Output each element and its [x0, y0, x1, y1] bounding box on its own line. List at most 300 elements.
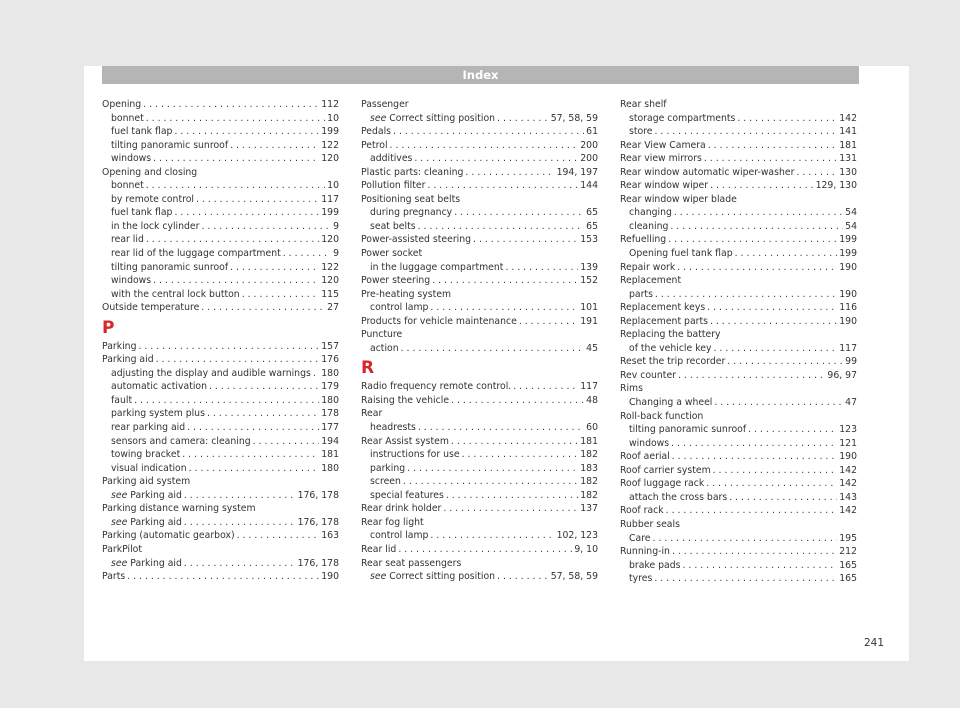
entry-text: visual indication [111, 462, 187, 474]
index-column-1 [102, 98, 339, 584]
entry-label [620, 382, 643, 396]
index-entry [361, 125, 598, 139]
index-subentry [102, 274, 339, 288]
entry-text: windows [111, 275, 152, 287]
entry-page: 9 [333, 248, 339, 260]
index-entry [620, 139, 857, 153]
entry-page: 45 [586, 342, 598, 354]
entry-label [361, 557, 461, 571]
index-entry [361, 179, 598, 193]
leader-dots [655, 125, 838, 139]
entry-page: 183 [580, 462, 598, 474]
entry-page: 194 [321, 435, 339, 447]
entry-label [620, 355, 725, 369]
leader-dots [737, 112, 837, 126]
entry-page: 137 [580, 503, 598, 515]
index-subentry [620, 572, 857, 586]
entry-page: 115 [321, 288, 339, 300]
entry-label [102, 301, 199, 315]
entry-label [111, 206, 172, 220]
leader-dots [674, 206, 843, 220]
index-subentry [102, 152, 339, 166]
entry-page: 57, 58, 59 [550, 112, 598, 124]
entry-text: Radio frequency remote control. [361, 381, 512, 393]
index-entry [361, 543, 598, 557]
entry-text: special features [370, 489, 444, 501]
index-subentry [102, 112, 339, 126]
entry-label [620, 369, 676, 383]
entry-page: 10 [327, 180, 339, 192]
leader-dots [427, 179, 578, 193]
leader-dots [430, 301, 578, 315]
entry-label [620, 410, 703, 424]
entry-text: Rear shelf [620, 99, 667, 110]
entry-text: Opening fuel tank flap [629, 248, 733, 260]
entry-label [629, 112, 735, 126]
entry-page: 129, 130 [815, 180, 857, 192]
index-subentry [102, 407, 339, 421]
entry-text: Roof rack [620, 505, 664, 517]
entry-page: 10 [327, 112, 339, 124]
entry-label [620, 545, 670, 559]
entry-text: Opening [102, 99, 142, 110]
index-subentry [361, 570, 598, 584]
index-entry [361, 98, 598, 112]
entry-label [629, 572, 652, 586]
leader-dots [727, 355, 843, 369]
leader-dots [706, 477, 837, 491]
entry-label [620, 179, 708, 193]
leader-dots [796, 166, 837, 180]
entry-label [620, 139, 706, 153]
leader-dots [446, 489, 578, 503]
index-entry [620, 261, 857, 275]
entry-text: Rear seat passengers [361, 557, 462, 569]
entry-text: Parking distance warning system [102, 503, 256, 515]
entry-page: 102, 123 [556, 530, 598, 542]
page-number: 241 [863, 637, 884, 649]
entry-label [620, 504, 664, 518]
leader-dots [209, 380, 319, 394]
entry-label [361, 247, 422, 261]
entry-page: 163 [321, 530, 339, 542]
entry-label [111, 448, 180, 462]
entry-page: 178 [321, 408, 339, 420]
entry-label [620, 274, 681, 288]
entry-text: Raising the vehicle [361, 394, 450, 406]
entry-label [102, 340, 136, 354]
entry-text: Parking aid [130, 489, 182, 501]
entry-page: 141 [839, 126, 857, 138]
entry-label [102, 353, 154, 367]
entry-text: parking system plus [111, 408, 205, 420]
entry-label [361, 380, 511, 394]
entry-page: 180 [321, 367, 339, 379]
entry-text: Pre-heating system [361, 288, 452, 300]
index-subentry [102, 233, 339, 247]
entry-text: Replacement [620, 275, 682, 287]
index-subentry [102, 125, 339, 139]
entry-page: 176 [321, 354, 339, 366]
entry-label [111, 288, 240, 302]
entry-label [111, 394, 132, 408]
entry-text: Rev counter [620, 369, 676, 381]
index-title: Index [462, 68, 499, 82]
index-subentry [361, 220, 598, 234]
entry-page: 176, 178 [297, 516, 339, 528]
index-subentry [361, 448, 598, 462]
entry-label [629, 396, 712, 410]
entry-text: Rear window wiper [620, 180, 709, 192]
entry-label [620, 166, 794, 180]
entry-text: store [629, 126, 653, 138]
entry-label [361, 394, 449, 408]
entry-page: 199 [321, 207, 339, 219]
entry-text: fuel tank flap [111, 207, 173, 219]
entry-page: 212 [839, 546, 857, 558]
entry-text: automatic activation [111, 381, 208, 393]
index-subentry [102, 489, 339, 503]
entry-text: bonnet [111, 112, 144, 124]
index-entry [620, 98, 857, 112]
entry-label [361, 516, 424, 530]
index-entry [361, 288, 598, 302]
entry-text: Power-assisted steering [361, 234, 472, 246]
leader-dots [668, 233, 837, 247]
index-subentry [620, 396, 857, 410]
index-subentry [361, 206, 598, 220]
index-subentry [361, 462, 598, 476]
index-entry [102, 353, 339, 367]
entry-label [629, 206, 672, 220]
leader-dots [403, 475, 578, 489]
entry-label [111, 407, 205, 421]
index-entry [361, 233, 598, 247]
entry-text: action [370, 342, 399, 354]
leader-dots [207, 407, 319, 421]
index-entry [102, 301, 339, 315]
entry-page: 96, 97 [827, 369, 857, 381]
index-subentry [102, 261, 339, 275]
leader-dots [134, 394, 319, 408]
see-reference: see [370, 571, 387, 583]
entry-text: Rims [620, 383, 643, 395]
entry-page: 117 [580, 381, 598, 393]
entry-label [620, 152, 702, 166]
leader-dots [505, 261, 578, 275]
entry-text: Rear [361, 408, 383, 420]
entry-page: 27 [327, 302, 339, 314]
leader-dots [153, 152, 319, 166]
leader-dots [143, 98, 319, 112]
index-subentry [620, 423, 857, 437]
entry-label [620, 233, 666, 247]
leader-dots [678, 369, 825, 383]
entry-label [361, 274, 430, 288]
entry-text: brake pads [629, 559, 681, 571]
entry-text: screen [370, 476, 401, 488]
entry-page: 122 [321, 261, 339, 273]
index-subentry [102, 206, 339, 220]
entry-text: Rear Assist system [361, 435, 449, 447]
entry-page: 190 [839, 261, 857, 273]
leader-dots [672, 450, 838, 464]
entry-text: with the central lock button [111, 288, 240, 300]
entry-label [629, 288, 653, 302]
leader-dots [146, 112, 325, 126]
index-entry [361, 274, 598, 288]
entry-text: Replacement keys [620, 302, 706, 314]
entry-page: 199 [321, 126, 339, 138]
leader-dots [473, 233, 578, 247]
leader-dots [713, 464, 838, 478]
leader-dots [671, 437, 837, 451]
leader-dots [153, 274, 319, 288]
entry-label [361, 315, 517, 329]
leader-dots [237, 529, 320, 543]
entry-label [629, 559, 681, 573]
index-column-3 [620, 98, 857, 586]
entry-label [370, 421, 416, 435]
leader-dots [414, 152, 578, 166]
index-subentry [620, 491, 857, 505]
entry-label [111, 125, 172, 139]
index-entry [361, 557, 598, 571]
index-subentry [102, 179, 339, 193]
entry-label [361, 543, 396, 557]
entry-page: 142 [839, 464, 857, 476]
entry-page: 101 [580, 302, 598, 314]
index-subentry [102, 247, 339, 261]
entry-label [102, 98, 141, 112]
entry-page: 47 [845, 397, 857, 409]
entry-text: rear parking aid [111, 422, 186, 434]
index-subentry [102, 193, 339, 207]
entry-label [370, 342, 399, 356]
entry-text: sensors and camera: cleaning [111, 435, 251, 447]
leader-dots [519, 315, 578, 329]
entry-text: Running-in [620, 546, 670, 558]
index-entry [361, 407, 598, 421]
entry-page: 54 [845, 207, 857, 219]
leader-dots [710, 179, 814, 193]
index-subentry [361, 529, 598, 543]
entry-text: Correct sitting position [389, 112, 496, 124]
entry-page: 120 [321, 234, 339, 246]
see-reference: see [370, 112, 387, 124]
leader-dots [462, 448, 579, 462]
entry-text: Rubber seals [620, 518, 680, 530]
entry-page: 123 [839, 424, 857, 436]
entry-page: 121 [839, 437, 857, 449]
index-subentry [620, 125, 857, 139]
entry-page: 180 [321, 394, 339, 406]
entry-text: Pedals [361, 126, 392, 138]
entry-text: Care [629, 532, 651, 544]
entry-page: 200 [580, 153, 598, 165]
entry-page: 120 [321, 153, 339, 165]
entry-label [370, 489, 444, 503]
entry-text: Passenger [361, 99, 409, 110]
entry-text: Parking (automatic gearbox) [102, 530, 235, 542]
entry-label [111, 193, 194, 207]
leader-dots [393, 125, 584, 139]
leader-dots [196, 193, 319, 207]
leader-dots [666, 504, 838, 518]
entry-page: 190 [839, 315, 857, 327]
entry-label [102, 166, 197, 180]
entry-label [361, 125, 391, 139]
entry-label [111, 462, 187, 476]
index-entry [361, 435, 598, 449]
index-header [102, 66, 859, 84]
index-entry [102, 502, 339, 516]
entry-label [361, 435, 449, 449]
leader-dots [430, 529, 554, 543]
entry-page: 54 [845, 220, 857, 232]
see-reference: see [111, 516, 128, 528]
leader-dots [127, 570, 319, 584]
entry-page: 190 [839, 288, 857, 300]
entry-label [111, 516, 182, 530]
entry-text: tilting panoramic sunroof [629, 424, 747, 436]
entry-page: 144 [580, 180, 598, 192]
index-entry [620, 504, 857, 518]
entry-page: 181 [321, 449, 339, 461]
entry-text: seat belts [370, 220, 416, 232]
entry-label [370, 206, 452, 220]
index-entry [102, 570, 339, 584]
entry-text: Roof aerial [620, 451, 670, 463]
entry-label [102, 543, 142, 557]
leader-dots [451, 435, 578, 449]
entry-text: headrests [370, 422, 416, 434]
entry-page: 131 [839, 153, 857, 165]
entry-text: Parking aid [102, 354, 154, 366]
index-entry [361, 315, 598, 329]
entry-label [111, 233, 144, 247]
entry-text: Parking [102, 340, 137, 352]
leader-dots [313, 367, 319, 381]
index-subentry [620, 112, 857, 126]
entry-page: 181 [580, 435, 598, 447]
index-entry [361, 328, 598, 342]
leader-dots [672, 545, 837, 559]
entry-page: 177 [321, 422, 339, 434]
entry-label [102, 502, 256, 516]
leader-dots [710, 315, 837, 329]
entry-page: 165 [839, 573, 857, 585]
entry-label [620, 301, 705, 315]
entry-text: parts [629, 288, 653, 300]
entry-page: 199 [839, 248, 857, 260]
entry-page: 142 [839, 505, 857, 517]
entry-text: in the lock cylinder [111, 220, 200, 232]
index-subentry [620, 247, 857, 261]
entry-text: Products for vehicle maintenance [361, 315, 517, 327]
entry-label [370, 529, 428, 543]
entry-text: Changing a wheel [629, 397, 713, 409]
entry-page: 65 [586, 207, 598, 219]
entry-text: rear lid of the luggage compartment [111, 248, 281, 260]
entry-label [111, 179, 144, 193]
entry-page: 65 [586, 220, 598, 232]
leader-dots [401, 342, 585, 356]
entry-text: Parking aid [130, 557, 182, 569]
entry-text: by remote control [111, 193, 194, 205]
entry-page: 57, 58, 59 [550, 571, 598, 583]
entry-text: Rear lid [361, 543, 397, 555]
index-entry [102, 166, 339, 180]
entry-page: 142 [839, 478, 857, 490]
entry-label [370, 570, 495, 584]
leader-dots [407, 462, 578, 476]
index-entry [361, 193, 598, 207]
entry-label [629, 532, 651, 546]
entry-page: 152 [580, 275, 598, 287]
index-entry [620, 545, 857, 559]
entry-label [111, 367, 311, 381]
index-subentry [620, 220, 857, 234]
entry-text: Power steering [361, 275, 431, 287]
entry-label [111, 112, 144, 126]
index-entry [361, 516, 598, 530]
entry-text: tilting panoramic sunroof [111, 261, 229, 273]
index-entry [102, 543, 339, 557]
entry-page: 165 [839, 559, 857, 571]
leader-dots [654, 572, 837, 586]
index-entry [620, 166, 857, 180]
index-entry [361, 502, 598, 516]
leader-dots [174, 206, 319, 220]
entry-label [111, 557, 182, 571]
index-subentry [102, 367, 339, 381]
entry-page: 199 [839, 234, 857, 246]
entry-page: 117 [839, 342, 857, 354]
entry-text: Rear window automatic wiper-washer [620, 166, 795, 178]
leader-dots [156, 353, 320, 367]
index-subentry [361, 489, 598, 503]
entry-label [361, 166, 463, 180]
index-entry [361, 380, 598, 394]
entry-page: 117 [321, 193, 339, 205]
index-entry [102, 98, 339, 112]
entry-page: 9, 10 [574, 543, 598, 555]
entry-label [361, 98, 409, 112]
index-column-2 [361, 98, 598, 584]
entry-text: Parking aid system [102, 476, 191, 488]
index-entry [620, 315, 857, 329]
leader-dots [201, 301, 325, 315]
index-subentry [102, 139, 339, 153]
entry-page: 48 [586, 394, 598, 406]
entry-page: 190 [321, 571, 339, 583]
leader-dots [432, 274, 578, 288]
entry-label [361, 193, 460, 207]
entry-page: 120 [321, 275, 339, 287]
entry-text: Positioning seat belts [361, 193, 461, 205]
index-subentry [361, 342, 598, 356]
entry-text: parking [370, 462, 406, 474]
entry-text: fault [111, 394, 133, 406]
leader-dots [418, 421, 584, 435]
entry-page: 195 [839, 532, 857, 544]
entry-text: additives [370, 153, 413, 165]
leader-dots [230, 139, 319, 153]
index-entry [620, 450, 857, 464]
entry-page: 200 [580, 139, 598, 151]
entry-text: Roof carrier system [620, 464, 711, 476]
